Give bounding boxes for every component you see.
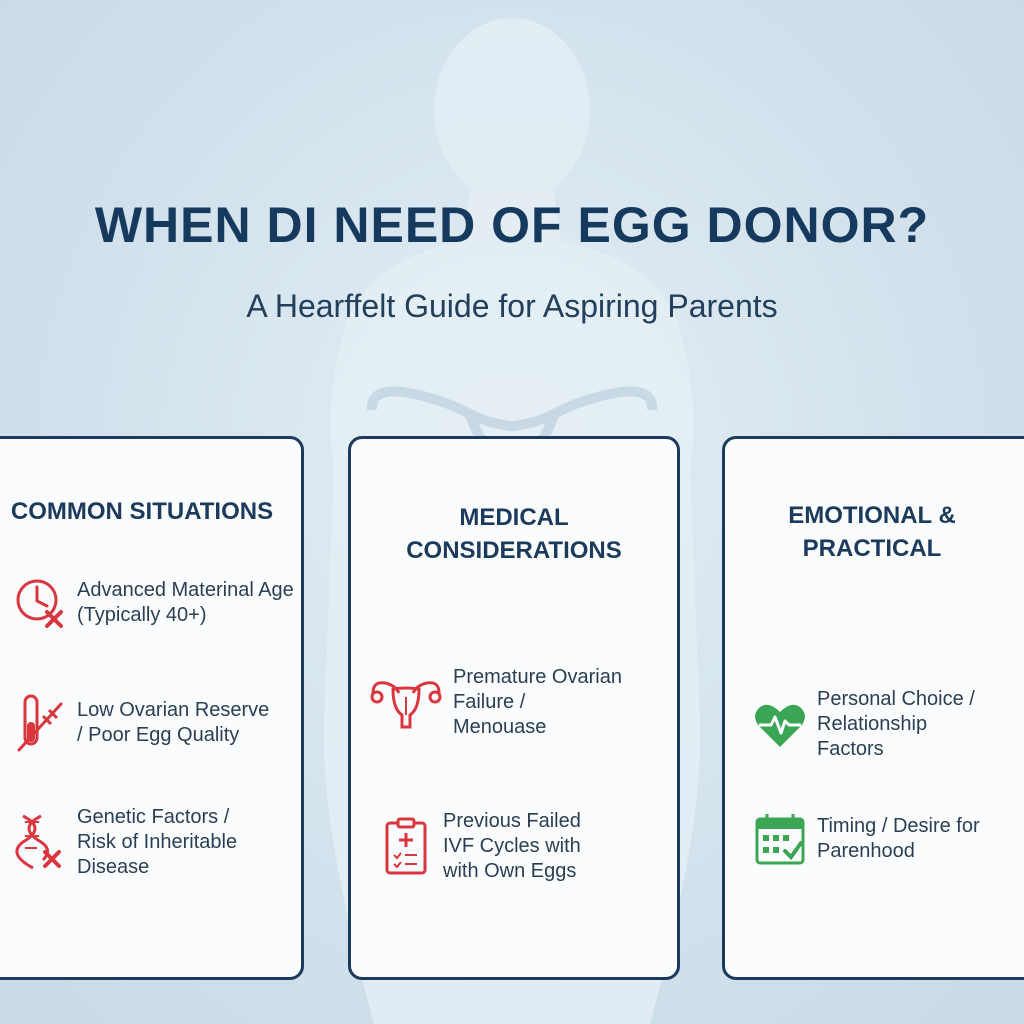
clock-x-icon <box>13 573 67 633</box>
list-item <box>13 573 294 633</box>
list-item <box>753 687 975 762</box>
list-item <box>369 665 622 740</box>
card-emotional-practical <box>722 436 1024 980</box>
item-text: Genetic Factors / Risk of Inheritable Disease <box>77 806 238 878</box>
list-item <box>379 809 581 884</box>
item-text: Previous Failed IVF Cycles with with Own Eggs <box>443 810 581 882</box>
item-text: Advanced Materinal Age (Typically 40+) <box>77 579 294 626</box>
uterus-icon <box>369 673 443 733</box>
item-text: Timing / Desire for Parenhood <box>817 815 980 862</box>
medical-clipboard-icon <box>379 817 433 877</box>
card-title: EMOTIONAL & PRACTICAL <box>788 502 956 562</box>
card-medical-considerations <box>348 436 680 980</box>
heart-pulse-icon <box>753 695 807 755</box>
item-text: Personal Choice / Relationship Factors <box>817 688 975 760</box>
test-tube-syringe-icon <box>13 693 67 753</box>
item-text: Low Ovarian Reserve / Poor Egg Quality <box>77 699 270 746</box>
card-title: MEDICAL CONSIDERATIONS <box>406 504 622 564</box>
dna-x-icon <box>13 813 67 873</box>
calendar-check-icon <box>753 809 807 869</box>
list-item <box>13 693 269 753</box>
page-subtitle: A Hearffelt Guide for Aspiring Parents <box>246 288 778 324</box>
card-title: COMMON SITUATIONS <box>10 498 274 525</box>
card-common-situations <box>0 436 304 980</box>
list-item <box>753 809 980 869</box>
page-title: WHEN DI NEED OF EGG DONOR? <box>94 197 930 253</box>
item-text: Premature Ovarian Failure / Menouase <box>453 666 622 738</box>
list-item <box>13 805 237 880</box>
